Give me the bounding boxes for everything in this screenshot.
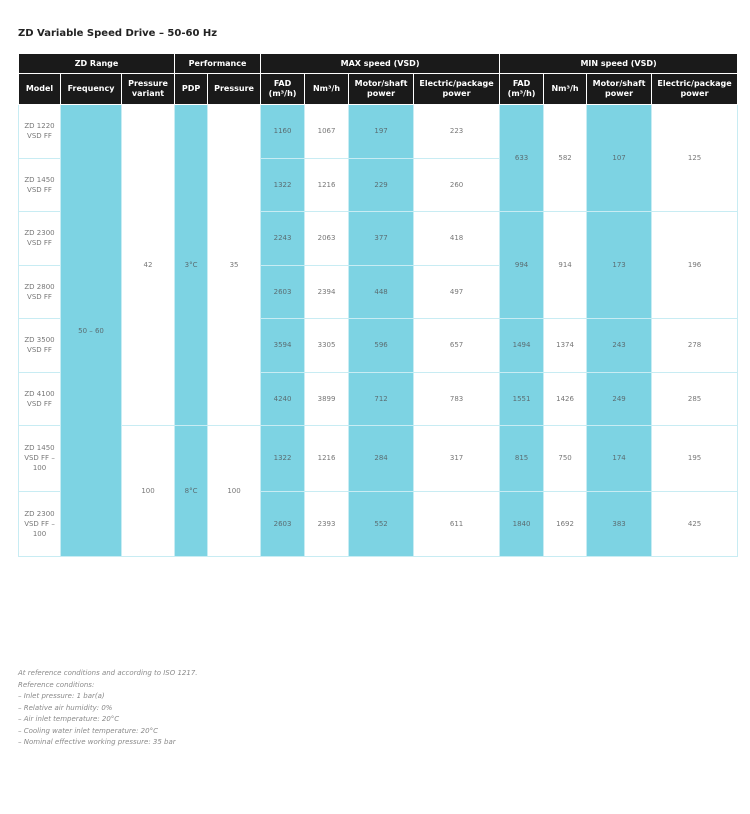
col-frequency: Frequency: [61, 74, 122, 105]
min-electric-cell: 285: [652, 372, 738, 426]
max-nm3h-cell: 1216: [305, 158, 349, 212]
min-electric-cell: 196: [652, 212, 738, 319]
col-max-electric-package-power: Electric/package power: [414, 74, 500, 105]
max-motor-cell: 229: [349, 158, 414, 212]
page-title: ZD Variable Speed Drive – 50-60 Hz: [18, 28, 218, 39]
min-nm3h-cell: 750: [544, 426, 587, 492]
max-nm3h-cell: 2393: [305, 491, 349, 557]
max-electric-cell: 497: [414, 265, 500, 319]
footnotes: [18, 668, 198, 749]
max-electric-cell: 317: [414, 426, 500, 492]
max-motor-cell: 377: [349, 212, 414, 266]
min-nm3h-cell: 914: [544, 212, 587, 319]
col-pressure-variant: Pressure variant: [122, 74, 175, 105]
table-row: [19, 105, 738, 159]
col-max-motor-shaft-power: Motor/shaft power: [349, 74, 414, 105]
max-nm3h-cell: 2063: [305, 212, 349, 266]
min-fad-cell: 633: [500, 105, 544, 212]
max-electric-cell: 260: [414, 158, 500, 212]
max-electric-cell: 783: [414, 372, 500, 426]
spec-table: [18, 53, 738, 557]
col-min-motor-shaft-power: Motor/shaft power: [587, 74, 652, 105]
max-fad-cell: 2243: [261, 212, 305, 266]
min-motor-cell: 383: [587, 491, 652, 557]
max-motor-cell: 596: [349, 319, 414, 373]
max-motor-cell: 197: [349, 105, 414, 159]
footnote-line: Reference conditions:: [18, 680, 95, 689]
model-cell: ZD 4100 VSD FF: [19, 372, 61, 426]
max-fad-cell: 1160: [261, 105, 305, 159]
min-motor-cell: 249: [587, 372, 652, 426]
max-fad-cell: 1322: [261, 158, 305, 212]
footnote-line: – Inlet pressure: 1 bar(a): [18, 692, 105, 700]
col-model: Model: [19, 74, 61, 105]
col-min-fad: FAD (m³/h): [500, 74, 544, 105]
pressure-cell: 35: [208, 105, 261, 426]
min-nm3h-cell: 1692: [544, 491, 587, 557]
min-motor-cell: 107: [587, 105, 652, 212]
footnote-line: – Air inlet temperature: 20°C: [18, 715, 120, 723]
col-max-nm3h: Nm³/h: [305, 74, 349, 105]
pressure-cell: 100: [208, 426, 261, 557]
min-fad-cell: 815: [500, 426, 544, 492]
min-electric-cell: 425: [652, 491, 738, 557]
min-electric-cell: 278: [652, 319, 738, 373]
model-cell: ZD 1450 VSD FF – 100: [19, 426, 61, 492]
col-min-nm3h: Nm³/h: [544, 74, 587, 105]
max-motor-cell: 552: [349, 491, 414, 557]
pdp-cell: 8°C: [175, 426, 208, 557]
min-motor-cell: 173: [587, 212, 652, 319]
max-fad-cell: 1322: [261, 426, 305, 492]
model-cell: ZD 1220 VSD FF: [19, 105, 61, 159]
column-header-row: [19, 74, 738, 105]
footnote-line: – Cooling water inlet temperature: 20°C: [18, 726, 158, 735]
min-nm3h-cell: 1374: [544, 319, 587, 373]
footnote-line: – Nominal effective working pressure: 35 bar: [18, 738, 176, 746]
model-cell: ZD 2800 VSD FF: [19, 265, 61, 319]
min-fad-cell: 1494: [500, 319, 544, 373]
min-motor-cell: 243: [587, 319, 652, 373]
max-motor-cell: 712: [349, 372, 414, 426]
max-nm3h-cell: 3899: [305, 372, 349, 426]
max-fad-cell: 3594: [261, 319, 305, 373]
min-fad-cell: 994: [500, 212, 544, 319]
col-pdp: PDP: [175, 74, 208, 105]
max-nm3h-cell: 2394: [305, 265, 349, 319]
pressure-variant-cell: 42: [122, 105, 175, 426]
group-performance: Performance: [175, 54, 261, 74]
model-cell: ZD 3500 VSD FF: [19, 319, 61, 373]
footnote-line: At reference conditions and according to ISO 1217.: [18, 669, 198, 677]
col-max-fad: FAD (m³/h): [261, 74, 305, 105]
max-motor-cell: 448: [349, 265, 414, 319]
max-fad-cell: 2603: [261, 265, 305, 319]
max-electric-cell: 418: [414, 212, 500, 266]
max-electric-cell: 223: [414, 105, 500, 159]
min-nm3h-cell: 1426: [544, 372, 587, 426]
min-electric-cell: 125: [652, 105, 738, 212]
col-pressure: Pressure: [208, 74, 261, 105]
max-fad-cell: 2603: [261, 491, 305, 557]
frequency-cell: 50 – 60: [61, 105, 122, 557]
model-cell: ZD 1450 VSD FF: [19, 158, 61, 212]
group-zd-range: ZD Range: [19, 54, 175, 74]
model-cell: ZD 2300 VSD FF: [19, 212, 61, 266]
model-cell: ZD 2300 VSD FF – 100: [19, 491, 61, 557]
max-nm3h-cell: 1067: [305, 105, 349, 159]
table-row: [19, 426, 738, 492]
min-electric-cell: 195: [652, 426, 738, 492]
group-max-speed: MAX speed (VSD): [261, 54, 500, 74]
min-motor-cell: 174: [587, 426, 652, 492]
min-fad-cell: 1551: [500, 372, 544, 426]
max-electric-cell: 657: [414, 319, 500, 373]
pressure-variant-cell: 100: [122, 426, 175, 557]
col-min-electric-package-power: Electric/package power: [652, 74, 738, 105]
min-nm3h-cell: 582: [544, 105, 587, 212]
footnote-line: – Relative air humidity: 0%: [18, 703, 113, 712]
group-header-row: [19, 54, 738, 74]
max-nm3h-cell: 1216: [305, 426, 349, 492]
group-min-speed: MIN speed (VSD): [500, 54, 738, 74]
max-electric-cell: 611: [414, 491, 500, 557]
max-nm3h-cell: 3305: [305, 319, 349, 373]
min-fad-cell: 1840: [500, 491, 544, 557]
max-motor-cell: 284: [349, 426, 414, 492]
max-fad-cell: 4240: [261, 372, 305, 426]
pdp-cell: 3°C: [175, 105, 208, 426]
